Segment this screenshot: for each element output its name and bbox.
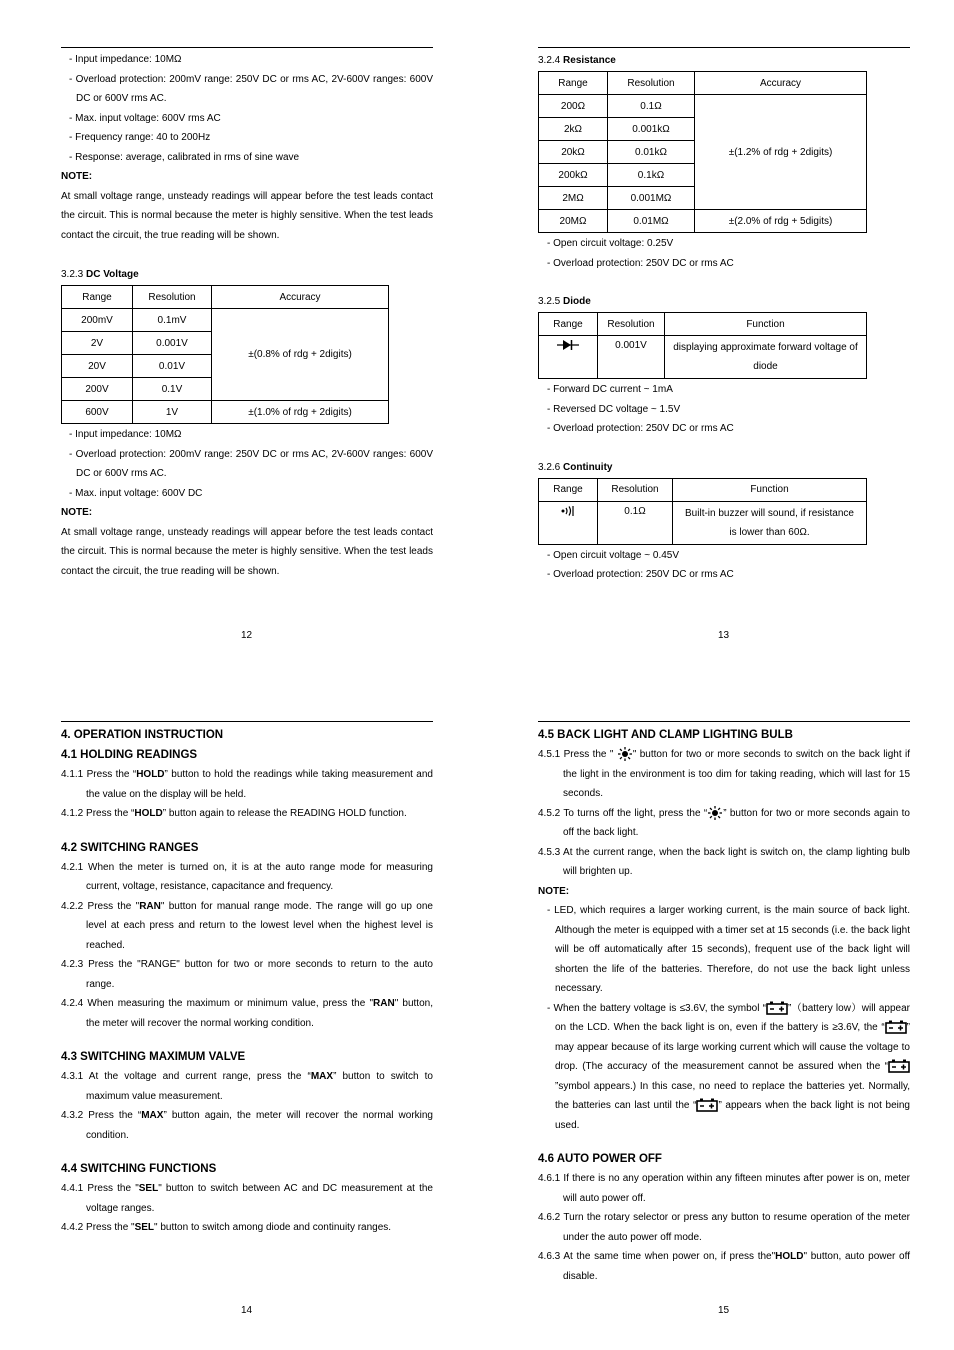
list-item: 4.5.2 To turns off the light, press the “ ” button for two or more seconds again to off the back light.: [538, 807, 910, 838]
table-cell: 0.1Ω: [598, 501, 673, 544]
list-item: 4.3.1 At the voltage and current range, press the “MAX” button to switch to maximum value measurement.: [61, 1071, 433, 1102]
page-15: [538, 721, 910, 1286]
note-label: NOTE:: [538, 885, 570, 897]
page-number: 14: [241, 1305, 253, 1316]
table-cell: 200Ω: [539, 95, 608, 118]
spec-item: - Input impedance: 10MΩ: [69, 429, 182, 440]
table-header: Resolution: [133, 286, 212, 309]
spec-item: - Response: average, calibrated in rms of sine wave: [69, 151, 300, 163]
table-cell: ±(0.8% of rdg + 2digits): [212, 309, 389, 401]
section-4-4: [61, 1179, 433, 1238]
table-header: Range: [539, 72, 608, 95]
section-4-6: [538, 1169, 910, 1286]
list-item: 4.2.1 When the meter is turned on, it is at the auto range mode for measuring current, voltage, resistance, capacitance and frequency.: [61, 861, 433, 892]
table-cell: 200V: [62, 378, 133, 401]
table-cell: 0.01V: [133, 355, 212, 378]
table-cell: 2kΩ: [539, 118, 608, 141]
table-cell: ±(1.2% of rdg + 2digits): [695, 95, 867, 210]
page-12: [61, 47, 433, 581]
list-item: 4.4.1 Press the "SEL" button to switch between AC and DC measurement at the voltage ranges.: [61, 1183, 433, 1214]
table-cell: 200kΩ: [539, 164, 608, 187]
table-header: Resolution: [598, 478, 673, 501]
diode-table: [538, 312, 867, 379]
spec-item: - Overload protection: 250V DC or rms AC: [547, 569, 734, 580]
table-header-row: [539, 313, 867, 336]
spec-item: - Reversed DC voltage ~ 1.5V: [547, 403, 681, 415]
table-cell: displaying approximate forward voltage of diode: [665, 336, 867, 379]
note-text: At small voltage range, unsteady readings will appear before the test leads contact the circuit. This is normal because the meter is highly sensitive. When the test leads contact the circuit, the true reading will be shown.: [61, 190, 433, 241]
page-rule: [61, 47, 433, 48]
note-label: NOTE:: [61, 507, 93, 518]
list-item: 4.2.2 Press the "RAN" button for manual range mode. The range will go up one level at each press and return to the lowest level when the highest level is reached.: [61, 900, 433, 951]
page-number: 12: [241, 630, 253, 641]
table-row: [62, 401, 389, 424]
table-header: Function: [665, 313, 867, 336]
table-header: Resolution: [598, 313, 665, 336]
spec-item: - Overload protection: 200mV range: 250V DC or rms AC, 2V-600V ranges: 600V DC or 600V rms AC.: [69, 73, 433, 104]
continuity-table: [538, 478, 867, 545]
table-cell: 0.1V: [133, 378, 212, 401]
table-cell: 0.01MΩ: [608, 210, 695, 233]
table-header: Accuracy: [695, 72, 867, 95]
section-heading: 4.6 AUTO POWER OFF: [538, 1153, 662, 1165]
table-cell: 0.1Ω: [608, 95, 695, 118]
note-text: At small voltage range, unsteady readings will appear before the test leads contact the circuit. This is normal because the meter is highly sensitive. When the test leads contact the circuit, the true reading will be shown.: [61, 526, 433, 577]
dc-specs: [61, 425, 433, 581]
table-cell: 2V: [62, 332, 133, 355]
list-item: 4.1.2 Press the “HOLD” button again to release the READING HOLD function.: [61, 808, 407, 819]
table-header: Range: [539, 478, 598, 501]
section-4-5: [538, 745, 910, 1135]
section-heading: 3.2.5 Diode: [538, 296, 591, 307]
buzzer-icon: [561, 505, 575, 517]
page-number: 15: [718, 1305, 730, 1316]
spec-item: - Overload protection: 250V DC or rms AC: [547, 423, 734, 434]
table-cell: [539, 336, 598, 379]
table-cell: 2MΩ: [539, 187, 608, 210]
diode-specs: [538, 380, 910, 439]
section-4-2: [61, 858, 433, 1034]
ac-specs: [61, 50, 433, 245]
list-item: 4.5.3 At the current range, when the back light is switch on, the clamp lighting bulb will brighten up.: [538, 846, 910, 877]
table-header-row: [539, 72, 867, 95]
battery-low-icon: [766, 1001, 788, 1015]
battery-low-icon: [696, 1098, 718, 1112]
table-cell: 1V: [133, 401, 212, 424]
table-cell: 0.001MΩ: [608, 187, 695, 210]
sun-icon: [707, 806, 723, 820]
table-row: [539, 336, 867, 379]
spec-item: - Open circuit voltage: 0.25V: [547, 238, 674, 249]
list-item: 4.5.1 Press the " " button for two or more seconds to switch on the back light if the light in the environment is too dim for taking reading, which will last for 15 seconds.: [538, 749, 910, 799]
table-cell: 0.01kΩ: [608, 141, 695, 164]
section-4-1: [61, 765, 433, 824]
section-heading: 4.4 SWITCHING FUNCTIONS: [61, 1163, 217, 1175]
table-cell: Built-in buzzer will sound, if resistance is lower than 60Ω.: [673, 501, 867, 544]
table-cell: 0.1mV: [133, 309, 212, 332]
note-item: - When the battery voltage is ≤3.6V, the symbol “ ”（battery low）will appear on the LCD. When the back light is on, even if the battery is ≥3.6V, the “ ” may appear because of its large working current which will cause the voltage to drop. (The accuracy of the measurement cannot be assured when the “”symbol appears.) In this case, no need to replace the batteries yet. Normally, the batteries can last until the “ ” appears when the back light is not being used.: [547, 1002, 910, 1131]
table-header-row: [62, 286, 389, 309]
table-cell: 0.001V: [133, 332, 212, 355]
section-heading: 4.2 SWITCHING RANGES: [61, 841, 199, 854]
section-heading: 3.2.3 DC Voltage: [61, 269, 139, 280]
resistance-table: [538, 71, 867, 233]
list-item: 4.4.2 Press the "SEL" button to switch among diode and continuity ranges.: [61, 1222, 392, 1233]
spec-item: - Forward DC current ~ 1mA: [547, 384, 673, 395]
list-item: 4.2.4 When measuring the maximum or minimum value, press the "RAN" button, the meter will recover the normal working condition.: [61, 998, 433, 1029]
table-cell: [539, 501, 598, 544]
note-label: NOTE:: [61, 171, 93, 182]
list-item: 4.6.3 At the same time when power on, if press the"HOLD" button, auto power off disable.: [538, 1251, 910, 1282]
resistance-specs: [538, 234, 910, 273]
page-rule: [61, 721, 433, 722]
table-row: [539, 210, 867, 233]
section-heading: 4.5 BACK LIGHT AND CLAMP LIGHTING BULB: [538, 729, 793, 741]
spec-item: - Overload protection: 250V DC or rms AC: [547, 257, 734, 269]
table-header-row: [539, 478, 867, 501]
page-rule: [538, 47, 910, 48]
list-item: 4.1.1 Press the “HOLD” button to hold the readings while taking measurement and the value on the display will be held.: [61, 769, 433, 800]
section-heading: 4. OPERATION INSTRUCTION: [61, 729, 224, 741]
table-header: Accuracy: [212, 286, 389, 309]
section-heading: 3.2.4 Resistance: [538, 55, 616, 66]
section-heading: 4.1 HOLDING READINGS: [61, 749, 198, 761]
spec-item: - Frequency range: 40 to 200Hz: [69, 132, 211, 143]
table-row: [539, 501, 867, 544]
table-cell: 200mV: [62, 309, 133, 332]
spec-item: - Max. input voltage: 600V DC: [69, 487, 203, 499]
list-item: 4.6.2 Turn the rotary selector or press any button to resume operation of the meter under the auto power off mode.: [538, 1212, 910, 1243]
dc-voltage-table: [61, 285, 389, 424]
list-item: 4.3.2 Press the “MAX” button again, the meter will recover the normal working condition.: [61, 1110, 433, 1141]
table-cell: 20V: [62, 355, 133, 378]
section-heading: 3.2.6 Continuity: [538, 461, 613, 473]
table-row: [539, 95, 867, 118]
table-cell: 20MΩ: [539, 210, 608, 233]
battery-low-icon: [888, 1059, 910, 1073]
spec-item: - Input impedance: 10MΩ: [69, 54, 182, 65]
note-item: - LED, which requires a larger working current, is the main source of back light. Although the meter is equipped with a timer set at 15 seconds (i.e. the back light will be off automatically after 15 seconds), frequent use of the back light will shorten the life of the batteries. Therefore, do not use the back light unless necessary.: [547, 905, 910, 994]
list-item: 4.6.1 If there is no any operation within any fifteen minutes after power is on, meter will auto power off.: [538, 1173, 910, 1204]
table-cell: 20kΩ: [539, 141, 608, 164]
sun-icon: [617, 747, 633, 761]
section-4-3: [61, 1067, 433, 1145]
page-14: [61, 721, 433, 1238]
battery-low-icon: [885, 1020, 907, 1034]
table-cell: ±(2.0% of rdg + 5digits): [695, 210, 867, 233]
page-rule: [538, 721, 910, 722]
diode-icon: [557, 339, 579, 351]
table-header: Range: [62, 286, 133, 309]
page-13: [538, 47, 910, 585]
spec-item: - Overload protection: 200mV range: 250V DC or rms AC, 2V-600V ranges: 600V DC or 600V rms AC.: [69, 448, 433, 479]
page-number: 13: [718, 630, 730, 641]
list-item: 4.2.3 Press the "RANGE" button for two or more seconds to return to the auto range.: [61, 959, 433, 990]
table-header: Function: [673, 478, 867, 501]
spec-item: - Max. input voltage: 600V rms AC: [69, 112, 221, 124]
table-row: [62, 309, 389, 332]
section-heading: 4.3 SWITCHING MAXIMUM VALVE: [61, 1051, 246, 1063]
table-cell: 600V: [62, 401, 133, 424]
spec-item: - Open circuit voltage ~ 0.45V: [547, 549, 680, 561]
table-cell: 0.1kΩ: [608, 164, 695, 187]
table-cell: 0.001kΩ: [608, 118, 695, 141]
table-header: Range: [539, 313, 598, 336]
table-header: Resolution: [608, 72, 695, 95]
table-cell: 0.001V: [598, 336, 665, 379]
table-cell: ±(1.0% of rdg + 2digits): [212, 401, 389, 424]
continuity-specs: [538, 546, 910, 585]
